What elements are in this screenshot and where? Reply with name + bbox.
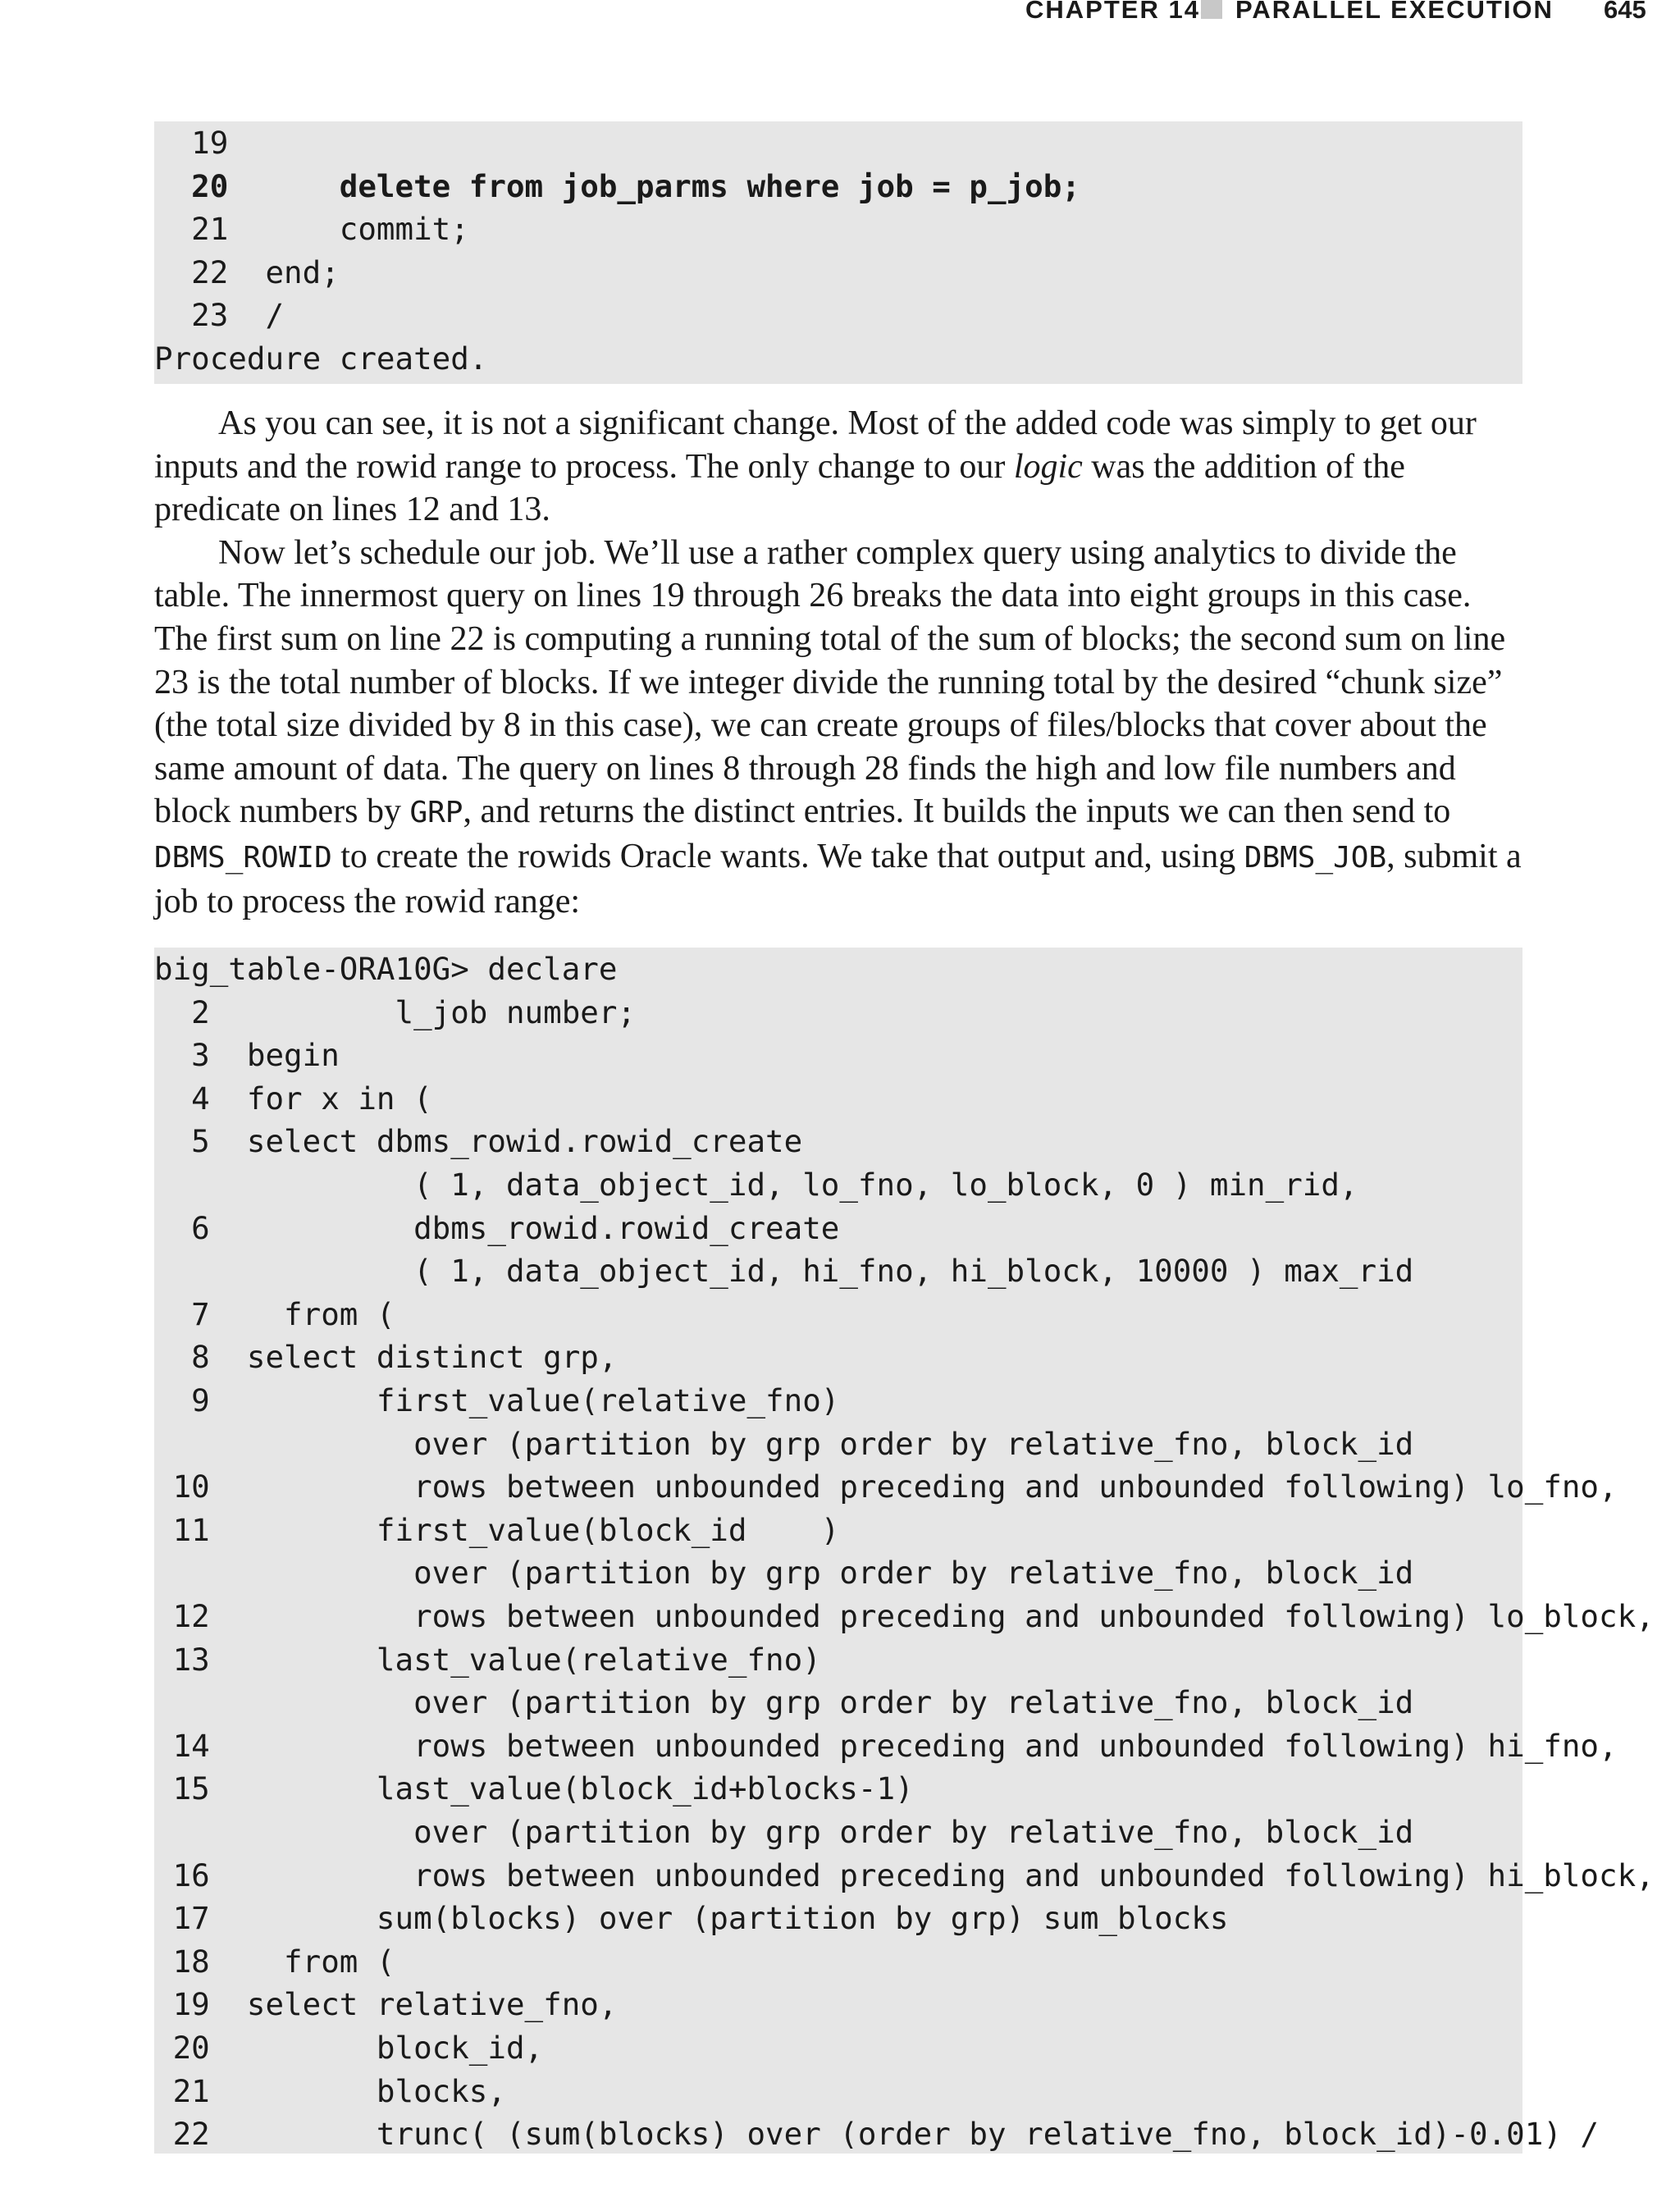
code-line: 19 select relative_fno, — [154, 1986, 618, 2023]
code-line: 14 rows between unbounded preceding and unbounded following) hi_fno, — [154, 1727, 1618, 1764]
paragraph: As you can see, it is not a significant change. Most of the added code was simply to get our inputs and the rowid range to process. The only change to our logic was the addition of the predicate on lines 12 and 13. — [154, 404, 1477, 529]
code-line: 22 trunc( (sum(blocks) over (order by relative_fno, block_id)-0.01) / — [154, 2116, 1599, 2153]
code-line: 3 begin — [154, 1037, 340, 1074]
inline-code: GRP — [409, 796, 463, 830]
header-separator-square — [1201, 0, 1222, 19]
code-listing-procedure-end — [154, 121, 1522, 384]
code-line: 4 for x in ( — [154, 1080, 432, 1117]
code-line: over (partition by grp order by relative_fno, block_id — [154, 1425, 1414, 1462]
code-line: 22 end; — [154, 254, 340, 290]
code-line: 8 select distinct grp, — [154, 1339, 618, 1376]
code-line: over (partition by grp order by relative_fno, block_id — [154, 1814, 1414, 1850]
code-line: 16 rows between unbounded preceding and unbounded following) hi_block, — [154, 1857, 1655, 1893]
italic-word: logic — [1013, 447, 1083, 486]
code-line: over (partition by grp order by relative_fno, block_id — [154, 1555, 1414, 1592]
code-line: big_table-ORA10G> declare — [154, 951, 618, 987]
code-line: ( 1, data_object_id, hi_fno, hi_block, 10000 ) max_rid — [154, 1253, 1414, 1290]
code-line: ( 1, data_object_id, lo_fno, lo_block, 0 ) min_rid, — [154, 1167, 1358, 1203]
code-line: 12 rows between unbounded preceding and unbounded following) lo_block, — [154, 1598, 1655, 1634]
inline-code: DBMS_JOB — [1244, 840, 1387, 875]
body-text — [154, 402, 1526, 923]
paragraph: Now let’s schedule our job. We’ll use a rather complex query using analytics to divide the table. The innermost query on lines 19 through 26 breaks the data into eight groups in this case. The first sum on line 22 is computing a running total of the sum of blocks; the second sum on line 23 is the total number of blocks. If we integer divide the running total by the desired “chunk size” (the total size divided by 8 in this case), we can create groups of files/blocks that cover about the same amount of data. The query on lines 8 through 28 finds the high and low file numbers and block numbers by GRP, and returns the distinct entries. It builds the inputs we can then send to DBMS_ROWID to create the rowids Oracle wants. We take that output and, using DBMS_JOB, submit a job to process the rowid range: — [154, 533, 1522, 920]
running-header-title: PARALLEL EXECUTION — [1235, 0, 1554, 24]
running-header-chapter: CHAPTER 14 — [1025, 0, 1200, 24]
code-line: 17 sum(blocks) over (partition by grp) sum_blocks — [154, 1900, 1229, 1937]
code-line: over (partition by grp order by relative_fno, block_id — [154, 1684, 1414, 1721]
code-line: 9 first_value(relative_fno) — [154, 1382, 840, 1418]
code-line: 10 rows between unbounded preceding and unbounded following) lo_fno, — [154, 1468, 1618, 1505]
inline-code: DBMS_ROWID — [154, 840, 332, 875]
code-listing-job-scheduler — [154, 948, 1655, 2154]
code-line: 5 select dbms_rowid.rowid_create — [154, 1123, 803, 1160]
code-line: Procedure created. — [154, 340, 488, 377]
code-line: 23 / — [154, 297, 285, 334]
page-header — [0, 0, 1680, 26]
code-line-bold: 20 delete from job_parms where job = p_job; — [154, 167, 1080, 204]
page-number: 645 — [1604, 0, 1646, 24]
code-line: 7 from ( — [154, 1295, 395, 1332]
code-line: 18 from ( — [154, 1943, 395, 1980]
code-line: 19 — [154, 125, 229, 161]
code-line: 2 l_job number; — [154, 993, 636, 1030]
code-line: 20 block_id, — [154, 2030, 544, 2066]
code-line: 11 first_value(block_id ) — [154, 1511, 840, 1548]
code-line: 21 commit; — [154, 211, 469, 248]
code-line: 15 last_value(block_id+blocks-1) — [154, 1770, 914, 1807]
code-line: 6 dbms_rowid.rowid_create — [154, 1209, 840, 1246]
code-line: 21 blocks, — [154, 2072, 506, 2109]
code-line: 13 last_value(relative_fno) — [154, 1641, 821, 1678]
